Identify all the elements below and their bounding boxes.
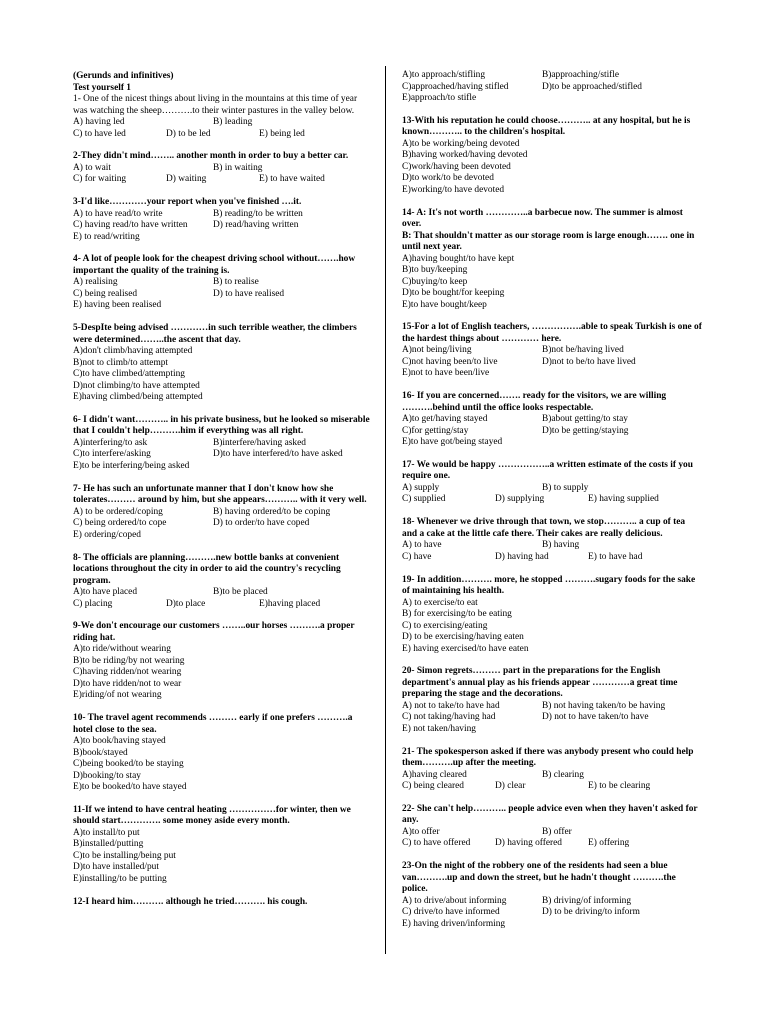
answer-option: E)approach/to stifle (402, 93, 477, 103)
answer-option: B) driving/of informing (542, 895, 632, 906)
answer-row (73, 300, 373, 312)
question-stem: 11-If we intend to have central heating ……………for winter, then we should start…………. some money aside every month. (73, 804, 351, 827)
answer-option: C) drive/to have informed (402, 907, 500, 918)
answer-option: B)not be/having lived (542, 345, 624, 356)
answer-option: D)to be bought/for keeping (402, 288, 505, 299)
answer-option: B)interfere/having asked (213, 437, 306, 448)
answer-option: D) clear (495, 781, 526, 792)
answer-option: B)installed/putting (73, 839, 144, 850)
question-block (73, 94, 373, 140)
left-column (73, 71, 373, 908)
answer-option: E) to read/writing (73, 231, 140, 242)
question-stem: 22- She can't help……….. people advice even when they haven't asked for any. (402, 803, 698, 826)
answer-option: D) having offered (495, 838, 562, 849)
answer-option: B) having (542, 540, 580, 551)
answer-option: A)to install/to put (73, 827, 140, 838)
answer-row (402, 82, 702, 94)
answer-option: E)working/to have devoted (402, 184, 505, 195)
question-stem: 14- A: It's not worth …………..a barbecue now. The summer is almost over. B: That shouldn't matter as our storage room is large enough……. one in until next year. (402, 207, 695, 253)
answer-option: A) to wait (73, 162, 112, 173)
answer-option: C) being cleared (402, 781, 464, 792)
answer-row (73, 461, 373, 473)
answer-row (402, 770, 702, 782)
answer-row (402, 288, 702, 300)
question-block (402, 391, 702, 449)
question-block (402, 747, 702, 793)
answer-row (73, 507, 373, 519)
answer-row (402, 93, 702, 105)
answer-option: E) having driven/informing (402, 918, 506, 929)
answer-option: D)to have interfered/to have asked (213, 449, 343, 460)
question-block (73, 805, 373, 886)
answer-option: C) to exercising/eating (402, 620, 488, 631)
answer-row (73, 117, 373, 129)
answer-row (402, 598, 702, 610)
answer-option: A) not to take/to have had (402, 700, 500, 711)
answer-row (73, 530, 373, 542)
question-stem: 18- Whenever we drive through that town, we stop……….. a cup of tea and a cake at the little cafe there. Their cakes are really delicious. (402, 517, 686, 539)
answer-row (73, 644, 373, 656)
answer-row (402, 540, 702, 552)
answer-row (73, 174, 373, 186)
question-stem: 13-With his reputation he could choose……….. at any hospital, but he is known……….. to the children's hospital. (402, 115, 691, 138)
answer-option: E)riding/of not wearing (73, 690, 162, 701)
answer-option: A)interfering/to ask (73, 437, 148, 448)
answer-option: E) to be clearing (588, 781, 651, 792)
question-block (73, 621, 373, 702)
answer-option: B) to realise (213, 277, 259, 288)
answer-option: D) to order/to have coped (213, 518, 310, 529)
answer-row (402, 552, 702, 564)
answer-row (402, 426, 702, 438)
answer-option: C) not taking/having had (402, 712, 496, 723)
answer-option: A)to approach/stifling (402, 70, 486, 80)
question-stem: 21- The spokesperson asked if there was anybody present who could help them……….up after the meeting. (402, 746, 694, 769)
answer-option: D)to have ridden/not to wear (73, 678, 182, 689)
answer-row (73, 449, 373, 461)
answer-row (73, 862, 373, 874)
answer-row (73, 277, 373, 289)
answer-option: D)to work/to be devoted (402, 173, 494, 184)
answer-option: B) to supply (542, 482, 589, 493)
column-divider (385, 66, 386, 954)
answer-option: A) to be ordered/coping (73, 506, 163, 517)
answer-row (73, 369, 373, 381)
answer-option: E) ordering/coped (73, 529, 141, 540)
answer-row (402, 781, 702, 793)
answer-row (402, 300, 702, 312)
answer-option: E) not taken/having (402, 723, 476, 734)
question-stem: 17- We would be happy ……………..a written estimate of the costs if you require one. (402, 459, 693, 482)
answer-row (73, 358, 373, 370)
answer-row (73, 782, 373, 794)
answer-row (73, 220, 373, 232)
answer-option: D) to be driving/to inform (542, 907, 640, 918)
answer-row (402, 265, 702, 277)
answer-option: B)about getting/to stay (542, 414, 628, 425)
question-stem: 23-On the night of the robbery one of the residents had seen a blue van……….up and down the street, but he hadn't thought ……….the police. (402, 861, 676, 895)
answer-row (402, 907, 702, 919)
answer-option: E)to have bought/keep (402, 299, 487, 310)
answer-option: C) being realised (73, 288, 138, 299)
answer-row (73, 690, 373, 702)
answer-option: A)to have placed (73, 587, 138, 598)
answer-option: C) having read/to have written (73, 220, 188, 231)
question-block (73, 897, 373, 909)
answer-option: E) having supplied (588, 494, 659, 505)
answer-option: E) being led (259, 128, 305, 139)
answer-option: B)book/stayed (73, 747, 128, 758)
answer-row (73, 748, 373, 760)
question-block (402, 517, 702, 563)
question-stem: 3-I'd like…………your report when you've finished ….it. (73, 197, 302, 208)
question-stem: 8- The officials are planning……….new bottle banks at convenient locations throughout the city in order to aid the country's recycling program. (73, 552, 341, 586)
question-stem: 20- Simon regrets……… part in the preparations for the English department's annual play as his friends appear …………a great time preparing the stage and the decorations. (402, 666, 678, 700)
answer-row (73, 209, 373, 221)
answer-row (73, 392, 373, 404)
answer-option: A) realising (73, 277, 118, 288)
answer-option: C)being booked/to be staying (73, 759, 184, 770)
answer-option: D) read/having written (213, 220, 299, 231)
answer-option: C) for waiting (73, 174, 127, 185)
answer-option: C) placing (73, 598, 113, 609)
question-stem: 16- If you are concerned……. ready for the visitors, we are willing ……….behind until the office looks respectable. (402, 391, 667, 413)
answer-row (73, 759, 373, 771)
answer-row (73, 599, 373, 611)
question-block (73, 553, 373, 611)
answer-option: A)to ride/without wearing (73, 644, 171, 655)
answer-option: D) to have realised (213, 288, 285, 299)
answer-row (402, 838, 702, 850)
answer-row (402, 162, 702, 174)
question-stem: 12-I heard him………. although he tried………. his cough. (73, 896, 308, 907)
answer-option: A)to offer (402, 826, 440, 837)
answer-option: D) not to have taken/to have (542, 712, 649, 723)
answer-row (402, 357, 702, 369)
answer-option: D)not to be/to have lived (542, 356, 636, 367)
answer-row (73, 289, 373, 301)
answer-option: D)to place (166, 598, 206, 609)
answer-row (402, 632, 702, 644)
answer-row (73, 518, 373, 530)
answer-option: E) having been realised (73, 300, 162, 311)
answer-option: B) leading (213, 117, 253, 127)
answer-row (402, 483, 702, 495)
question-block (73, 254, 373, 312)
question-stem: 10- The travel agent recommends ……… early if one prefers ……….a hotel close to the sea. (73, 713, 353, 735)
answer-option: B) not having taken/to be having (542, 700, 666, 711)
answer-row (73, 381, 373, 393)
answer-row (402, 368, 702, 380)
answer-option: D) having had (495, 551, 549, 562)
question-block (402, 666, 702, 735)
answer-row (402, 919, 702, 931)
answer-row (402, 277, 702, 289)
answer-option: E)to be interfering/being asked (73, 460, 190, 471)
answer-option: C)for getting/stay (402, 425, 469, 436)
question-stem: 4- A lot of people look for the cheapest driving school without…….how important the quality of the training is. (73, 254, 356, 276)
answer-row (73, 736, 373, 748)
answer-option: B)to buy/keeping (402, 265, 468, 276)
answer-option: D)to be approached/stifled (542, 81, 642, 92)
answer-row (73, 346, 373, 358)
question-stem: 5-DespIte being advised …………in such terrible weather, the climbers were determined……..the ascent that day. (73, 323, 357, 345)
answer-option: D)not climbing/to have attempted (73, 380, 200, 391)
answer-option: E)to be booked/to have stayed (73, 782, 187, 793)
answer-option: C)to be installing/being put (73, 850, 176, 861)
answer-option: E)not to have been/live (402, 368, 490, 379)
answer-option: A)to book/having stayed (73, 736, 166, 747)
answer-option: C)to have climbed/attempting (73, 369, 185, 380)
question-block (402, 804, 702, 850)
answer-option: C)work/having been devoted (402, 161, 511, 172)
question-block (73, 151, 373, 186)
answer-row (402, 139, 702, 151)
answer-row (402, 254, 702, 266)
answer-option: E) to have had (588, 551, 643, 562)
answer-row (73, 839, 373, 851)
question-stem: 19- In addition………. more, he stopped ……….sugary foods for the sake of maintaining his health. (402, 574, 696, 597)
question-block (73, 484, 373, 542)
answer-option: C) being ordered/to cope (73, 518, 167, 529)
answer-option: B) clearing (542, 769, 584, 780)
question-stem: 15-For a lot of English teachers, …………….able to speak Turkish is one of the hardest things about ………… here. (402, 322, 702, 344)
answer-option: E)having placed (259, 598, 321, 609)
answer-option: D) supplying (495, 494, 545, 505)
answer-row (402, 896, 702, 908)
answer-option: A) having led (73, 117, 125, 127)
answer-option: B)not to climb/to attempt (73, 357, 169, 368)
answer-option: A)not being/living (402, 345, 472, 356)
answer-option: A) to exercise/to eat (402, 597, 478, 608)
question-stem: 1- One of the nicest things about living in the mountains at this time of year was watching the sheep……….to their winter pastures in the valley below. (73, 94, 358, 116)
answer-row (402, 185, 702, 197)
answer-option: A) supply (402, 482, 440, 493)
answer-row (73, 587, 373, 599)
answer-option: E) having exercised/to have eaten (402, 643, 529, 654)
answer-row (73, 874, 373, 886)
answer-option: C) have (402, 551, 432, 562)
answer-row (73, 163, 373, 175)
answer-row (73, 828, 373, 840)
test-title: (Gerunds and infinitives) (73, 71, 174, 81)
answer-option: D)to have installed/put (73, 862, 159, 873)
answer-option: B)approaching/stifle (542, 70, 620, 80)
answer-row (402, 827, 702, 839)
answer-option: C)to interfere/asking (73, 449, 151, 460)
test-subtitle: Test yourself 1 (73, 82, 131, 93)
answer-option: B) offer (542, 826, 572, 837)
answer-row (402, 494, 702, 506)
question-stem: 2-They didn't mind…….. another month in order to buy a better car. (73, 151, 349, 162)
answer-row (402, 621, 702, 633)
answer-row (402, 70, 702, 82)
answer-option: C) to have led (73, 128, 126, 139)
answer-option: B) having ordered/to be coping (213, 506, 331, 517)
answer-option: E) to have waited (259, 174, 325, 185)
answer-option: E)having climbed/being attempted (73, 392, 203, 403)
question-stem: 7- He has such an unfortunate manner that I don't know how she tolerates……… around by him, but she appears……….. with it very well. (73, 483, 367, 506)
question-block (402, 70, 702, 105)
answer-option: C)buying/to keep (402, 276, 468, 287)
right-column (402, 70, 702, 942)
question-block (402, 460, 702, 506)
question-block (402, 116, 702, 197)
answer-option: E)installing/to be putting (73, 873, 167, 884)
answer-row (402, 701, 702, 713)
answer-row (73, 232, 373, 244)
answer-option: A) to have read/to write (73, 208, 163, 219)
question-block (73, 713, 373, 794)
answer-option: D)to be getting/staying (542, 425, 629, 436)
answer-option: C)approached/having stifled (402, 81, 509, 92)
answer-option: C) to have offered (402, 838, 471, 849)
answer-option: B)to be placed (213, 587, 268, 598)
answer-row (73, 667, 373, 679)
answer-option: D) to be exercising/having eaten (402, 632, 524, 643)
question-block (73, 415, 373, 473)
answer-row (402, 345, 702, 357)
question-block (402, 575, 702, 656)
answer-row (402, 609, 702, 621)
answer-row (402, 150, 702, 162)
answer-option: A)don't climb/having attempted (73, 346, 193, 357)
answer-row (402, 712, 702, 724)
answer-row (402, 173, 702, 185)
answer-option: B) in waiting (213, 162, 263, 173)
answer-option: B) reading/to be written (213, 208, 303, 219)
answer-option: A)having cleared (402, 769, 467, 780)
answer-row (73, 438, 373, 450)
answer-option: E) offering (588, 838, 630, 849)
answer-option: C)not having been/to live (402, 356, 498, 367)
answer-option: A) to have (402, 540, 442, 551)
answer-option: B)to be riding/by not wearing (73, 655, 185, 666)
answer-row (73, 679, 373, 691)
answer-option: B) for exercising/to be eating (402, 609, 512, 620)
answer-row (402, 724, 702, 736)
answer-option: D) waiting (166, 174, 207, 185)
question-block (402, 208, 702, 312)
answer-option: A)having bought/to have kept (402, 253, 515, 264)
question-block (73, 323, 373, 404)
answer-option: C)having ridden/not wearing (73, 667, 182, 678)
question-stem: 6- I didn't want……….. in his private business, but he looked so miserable that I couldn't help……….him if everything was all right. (73, 414, 370, 437)
question-block (402, 322, 702, 380)
question-stem: 9-We don't encourage our customers ……..our horses ……….a proper riding hat. (73, 621, 355, 643)
answer-row (402, 644, 702, 656)
answer-row (73, 129, 373, 141)
answer-row (402, 437, 702, 449)
answer-row (73, 771, 373, 783)
question-block (73, 197, 373, 243)
answer-option: A)to be working/being devoted (402, 138, 520, 149)
answer-option: D)booking/to stay (73, 770, 141, 781)
answer-option: A) to drive/about informing (402, 895, 507, 906)
answer-option: C) supplied (402, 494, 446, 505)
answer-option: A)to get/having stayed (402, 414, 488, 425)
answer-option: D) to be led (166, 128, 211, 139)
question-block (402, 861, 702, 930)
answer-row (73, 656, 373, 668)
answer-option: B)having worked/having devoted (402, 150, 528, 161)
answer-option: E)to have got/being stayed (402, 437, 503, 448)
answer-row (73, 851, 373, 863)
answer-row (402, 414, 702, 426)
